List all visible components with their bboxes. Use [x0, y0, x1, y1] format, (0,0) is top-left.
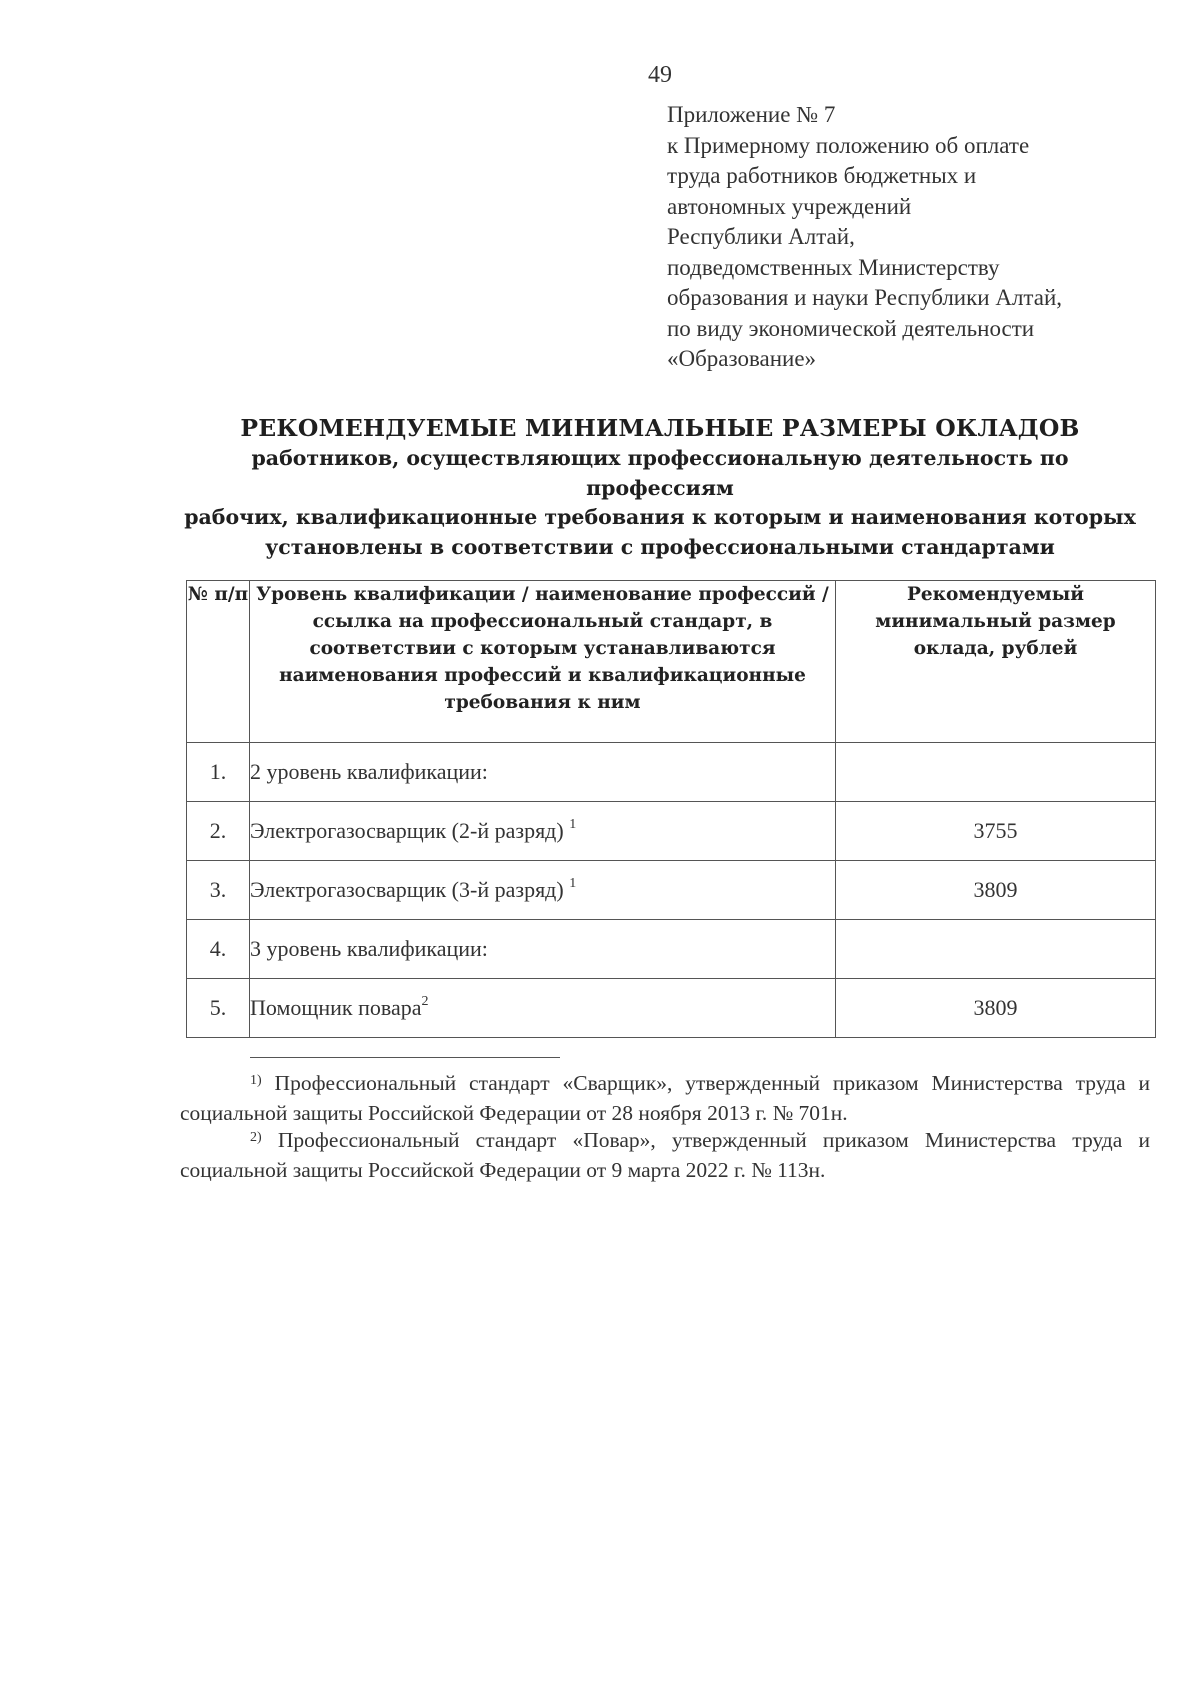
- appendix-line: Приложение № 7: [667, 102, 836, 127]
- document-title: РЕКОМЕНДУЕМЫЕ МИНИМАЛЬНЫЕ РАЗМЕРЫ ОКЛАДОВ: [240, 414, 1080, 442]
- appendix-line: «Образование»: [667, 346, 817, 371]
- table-row: [187, 743, 1156, 802]
- footnote-reference: 2: [421, 993, 429, 1009]
- appendix-line: Республики Алтай,: [667, 224, 855, 249]
- footnote-reference: 1: [569, 816, 577, 832]
- row-profession: [250, 743, 836, 802]
- table-row: [187, 979, 1156, 1038]
- appendix-line: по виду экономической деятельности: [667, 315, 1035, 341]
- salary-table: [186, 580, 1156, 1038]
- row-salary: [836, 743, 1156, 802]
- row-salary: [836, 920, 1156, 979]
- footnote-mark: 1): [250, 1073, 262, 1088]
- appendix-line: к Примерному положению об оплате: [667, 132, 1030, 158]
- appendix-line: труда работников бюджетных и: [667, 163, 977, 188]
- footnote-reference: 1: [569, 875, 577, 891]
- row-profession-text: 2 уровень квалификации:: [250, 759, 488, 784]
- footnote-text: Профессиональный стандарт «Повар», утвержденный приказом Министерства труда и социальной защиты Российской Федерации от 9 марта 2022 г. № 113н.: [180, 1128, 1150, 1182]
- appendix-line: подведомственных Министерству: [667, 254, 1000, 280]
- table-header-row: [187, 581, 1156, 743]
- row-profession: [250, 802, 836, 861]
- footnote-text: Профессиональный стандарт «Сварщик», утвержденный приказом Министерства труда и социальной защиты Российской Федерации от 28 ноября 2013 г. № 701н.: [180, 1071, 1150, 1125]
- row-profession: [250, 861, 836, 920]
- table-row: [187, 920, 1156, 979]
- footnote-mark: 2): [250, 1130, 262, 1145]
- row-profession: [250, 920, 836, 979]
- row-profession-text: Электрогазосварщик (2-й разряд): [250, 818, 570, 843]
- row-profession-text: 3 уровень квалификации:: [250, 936, 488, 961]
- table-row: [187, 802, 1156, 861]
- footnote: [180, 1070, 1150, 1127]
- row-salary: 3809: [836, 979, 1156, 1038]
- page-number: 49: [648, 62, 672, 88]
- table-row: [187, 861, 1156, 920]
- row-number: 2.: [187, 802, 250, 861]
- appendix-line: автономных учреждений: [667, 193, 912, 219]
- row-profession-text: Помощник повара: [250, 995, 422, 1020]
- footnote-divider: [250, 1057, 560, 1058]
- document-heading: [180, 412, 1140, 562]
- document-subtitle-line: работников, осуществляющих профессиональную деятельность по профессиям: [251, 446, 1069, 500]
- row-number: 1.: [187, 743, 250, 802]
- appendix-reference: [667, 100, 1167, 375]
- footnotes: [180, 1070, 1150, 1184]
- document-subtitle-line: рабочих, квалификационные требования к которым и наименования которых: [184, 505, 1136, 529]
- row-number: 5.: [187, 979, 250, 1038]
- header-number: № п/п: [187, 581, 250, 743]
- row-number: 3.: [187, 861, 250, 920]
- row-profession: [250, 979, 836, 1038]
- header-salary: Рекомендуемый минимальный размер оклада, рублей: [836, 581, 1156, 743]
- row-profession-text: Электрогазосварщик (3-й разряд): [250, 877, 570, 902]
- header-profession: Уровень квалификации / наименование профессий / ссылка на профессиональный стандарт, в соответствии с которым устанавливаются наименования профессий и квалификационные требования к ним: [250, 581, 836, 743]
- footnote: [180, 1127, 1150, 1184]
- row-salary: 3755: [836, 802, 1156, 861]
- appendix-line: образования и науки Республики Алтай,: [667, 285, 1063, 310]
- row-salary: 3809: [836, 861, 1156, 920]
- row-number: 4.: [187, 920, 250, 979]
- document-subtitle-line: установлены в соответствии с профессиональными стандартами: [265, 534, 1055, 559]
